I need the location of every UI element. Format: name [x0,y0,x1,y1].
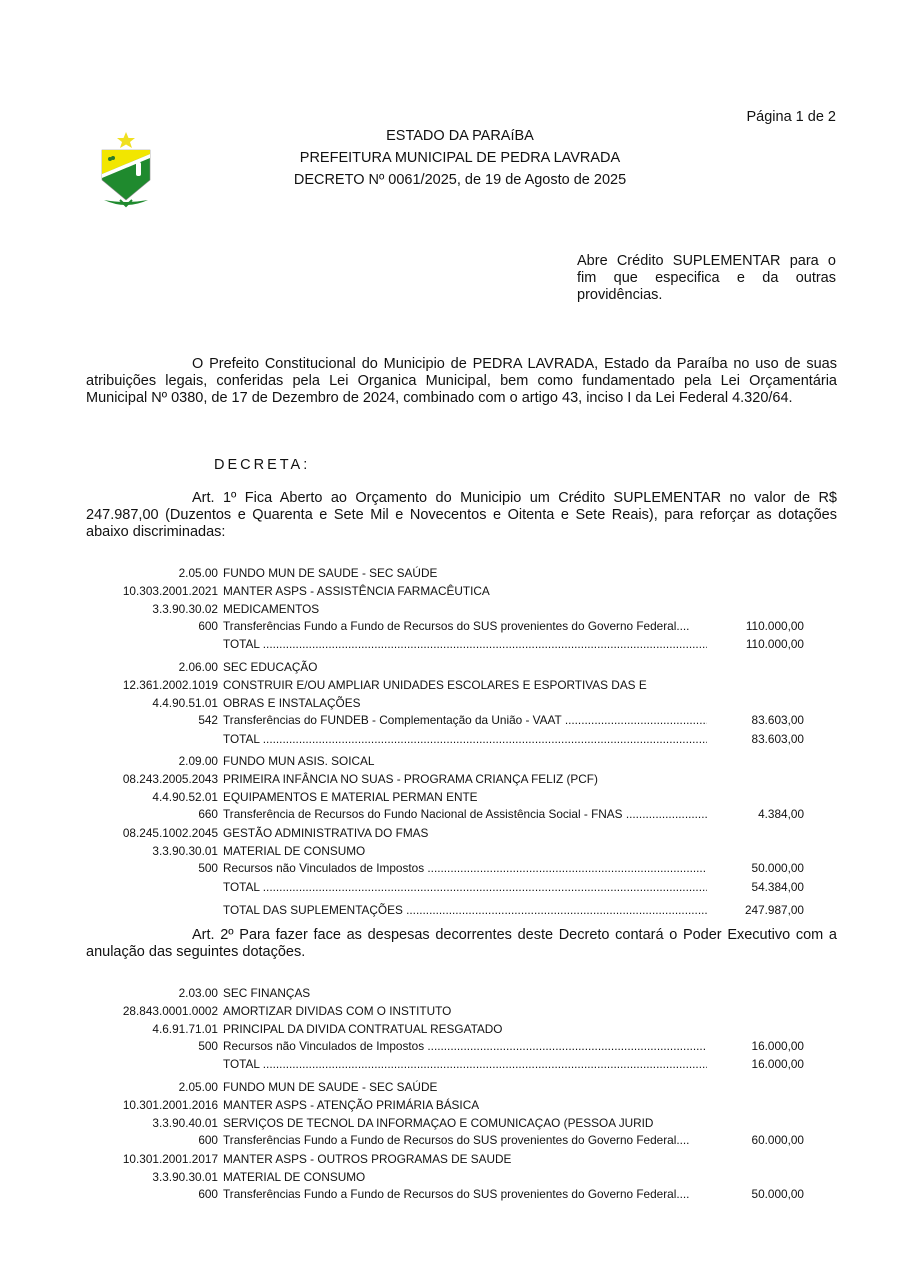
budget-description: FUNDO MUN DE SAUDE - SEC SAÚDE [223,566,438,580]
decree-title: DECRETO Nº 0061/2025, de 19 de Agosto de 2025 [293,172,627,188]
budget-description: EQUIPAMENTOS E MATERIAL PERMAN ENTE [223,790,478,804]
budget-description: MANTER ASPS - OUTROS PROGRAMAS DE SAUDE [223,1152,512,1166]
budget-description: Transferências Fundo a Fundo de Recursos do SUS provenientes do Governo Federal.... [223,619,690,633]
budget-description: MATERIAL DE CONSUMO [223,844,366,858]
preamble-text: O Prefeito Constitucional do Municipio de PEDRA LAVRADA, Estado da Paraíba no uso de suas atribuições legais, conferidas pela Lei Organica Municipal, bem como fundamentado pela Lei Orçamentária Municipal Nº 0380, de 17 de Dezembro de 2024, combinado com o artigo 43, inciso I da Lei Federal 4.320/64. [86,356,837,406]
budget-code: 12.361.2002.1019 [122,678,218,692]
budget-code: 3.3.90.40.01 [152,1116,218,1130]
document-header [250,125,670,191]
budget-row [86,805,846,823]
page-number: Página 1 de 2 [746,109,836,125]
budget-code: 08.245.1002.2045 [122,826,218,840]
budget-row [86,752,846,770]
budget-description: GESTÃO ADMINISTRATIVA DO FMAS [223,826,429,840]
budget-value: 60.000,00 [751,1133,804,1147]
budget-row [86,1131,846,1149]
budget-row [86,564,846,582]
preamble [86,356,837,407]
budget-description: TOTAL ..... [223,730,707,748]
budget-row [86,582,846,600]
budget-description: PRIMEIRA INFÂNCIA NO SUAS - PROGRAMA CRIANÇA FELIZ (PCF) [223,772,598,786]
budget-description: Transferências Fundo a Fundo de Recursos do SUS provenientes do Governo Federal.... [223,1187,690,1201]
budget-description: Transferência de Recursos do Fundo Nacional de Assistência Social - FNAS ..... [223,805,707,823]
budget-row [86,730,846,748]
budget-code: 3.3.90.30.01 [152,844,218,858]
state-name: ESTADO DA PARAíBA [386,128,534,144]
budget-description: MANTER ASPS - ASSISTÊNCIA FARMACÊUTICA [223,584,490,598]
budget-value: 16.000,00 [751,1039,804,1053]
article-1-text: Art. 1º Fica Aberto ao Orçamento do Municipio um Crédito SUPLEMENTAR no valor de R$ 247.987,00 (Duzentos e Quarenta e Sete Mil e Novecentos e Oitenta e Sete Reais), para reforçar as dotações abaixo discriminadas: [86,490,837,540]
budget-row [86,859,846,877]
budget-code: 2.06.00 [178,660,218,674]
budget-code: 2.09.00 [178,754,218,768]
budget-value: 50.000,00 [751,1187,804,1201]
budget-code: 600 [198,1133,218,1147]
budget-code: 2.03.00 [178,986,218,1000]
budget-value: 247.987,00 [744,903,804,917]
budget-row [86,711,846,729]
budget-description: MATERIAL DE CONSUMO [223,1170,366,1184]
budget-description: TOTAL ..... [223,1055,707,1073]
budget-description: FUNDO MUN DE SAUDE - SEC SAÚDE [223,1080,438,1094]
budget-code: 08.243.2005.2043 [122,772,218,786]
budget-value: 83.603,00 [751,713,804,727]
budget-description: SERVIÇOS DE TECNOL DA INFORMAÇAO E COMUNICAÇAO (PESSOA JURID [223,1116,654,1130]
budget-row [86,1185,846,1203]
budget-description: Recursos não Vinculados de Impostos ..... [223,1037,707,1055]
budget-value: 83.603,00 [751,732,804,746]
budget-row [86,878,846,896]
budget-description: OBRAS E INSTALAÇÕES [223,696,361,710]
budget-description: Transferências do FUNDEB - Complementação da União - VAAT ..... [223,711,707,729]
budget-row [86,600,846,618]
budget-description: TOTAL ..... [223,878,707,896]
budget-row [86,1078,846,1096]
budget-value: 110.000,00 [745,619,804,633]
budget-row [86,842,846,860]
municipality-name: PREFEITURA MUNICIPAL DE PEDRA LAVRADA [299,150,621,166]
ementa: Abre Crédito SUPLEMENTAR para o fim que especifica e da outras providências. [577,253,836,303]
budget-value: 54.384,00 [751,880,804,894]
budget-description: SEC FINANÇAS [223,986,311,1000]
budget-row [86,658,846,676]
budget-code: 10.301.2001.2016 [122,1098,218,1112]
coat-of-arms-icon [98,130,154,208]
budget-row [86,901,846,919]
budget-code: 3.3.90.30.01 [152,1170,218,1184]
budget-row [86,1114,846,1132]
budget-code: 660 [198,807,218,821]
budget-code: 2.05.00 [178,1080,218,1094]
budget-code: 600 [198,619,218,633]
budget-row [86,1002,846,1020]
budget-row [86,788,846,806]
budget-row [86,984,846,1002]
budget-description: FUNDO MUN ASIS. SOICAL [223,754,375,768]
budget-description: SEC EDUCAÇÃO [223,660,318,674]
budget-code: 500 [198,861,218,875]
budget-code: 4.4.90.51.01 [152,696,218,710]
budget-code: 600 [198,1187,218,1201]
budget-code: 4.4.90.52.01 [152,790,218,804]
decreta-heading: DECRETA: [214,457,311,473]
article-1 [86,490,837,541]
budget-description: AMORTIZAR DIVIDAS COM O INSTITUTO [223,1004,452,1018]
budget-code: 500 [198,1039,218,1053]
budget-description: Transferências Fundo a Fundo de Recursos do SUS provenientes do Governo Federal.... [223,1133,690,1147]
budget-description: TOTAL ..... [223,635,707,653]
budget-code: 542 [198,713,218,727]
budget-code: 3.3.90.30.02 [152,602,218,616]
budget-description: CONSTRUIR E/OU AMPLIAR UNIDADES ESCOLARES E ESPORTIVAS DAS E [223,678,647,692]
budget-row [86,676,846,694]
budget-description: Recursos não Vinculados de Impostos ..... [223,859,707,877]
budget-row [86,617,846,635]
budget-value: 110.000,00 [745,637,804,651]
budget-value: 4.384,00 [758,807,804,821]
budget-value: 16.000,00 [751,1057,804,1071]
budget-value: 50.000,00 [751,861,804,875]
article-2-text: Art. 2º Para fazer face as despesas decorrentes deste Decreto contará o Poder Executivo com a anulação das seguintes dotações. [86,927,837,960]
budget-code: 28.843.0001.0002 [122,1004,218,1018]
budget-code: 10.303.2001.2021 [122,584,218,598]
budget-row [86,1055,846,1073]
budget-code: 2.05.00 [178,566,218,580]
budget-row [86,824,846,842]
budget-description: PRINCIPAL DA DIVIDA CONTRATUAL RESGATADO [223,1022,503,1036]
budget-row [86,1168,846,1186]
budget-code: 10.301.2001.2017 [122,1152,218,1166]
budget-row [86,694,846,712]
budget-row [86,1037,846,1055]
budget-code: 4.6.91.71.01 [152,1022,218,1036]
budget-row [86,770,846,788]
budget-description: TOTAL DAS SUPLEMENTAÇÕES ..... [223,901,707,919]
budget-description: MEDICAMENTOS [223,602,320,616]
article-2 [86,927,837,961]
budget-row [86,635,846,653]
budget-row [86,1020,846,1038]
budget-row [86,1096,846,1114]
budget-description: MANTER ASPS - ATENÇÃO PRIMÁRIA BÁSICA [223,1098,480,1112]
budget-row [86,1150,846,1168]
